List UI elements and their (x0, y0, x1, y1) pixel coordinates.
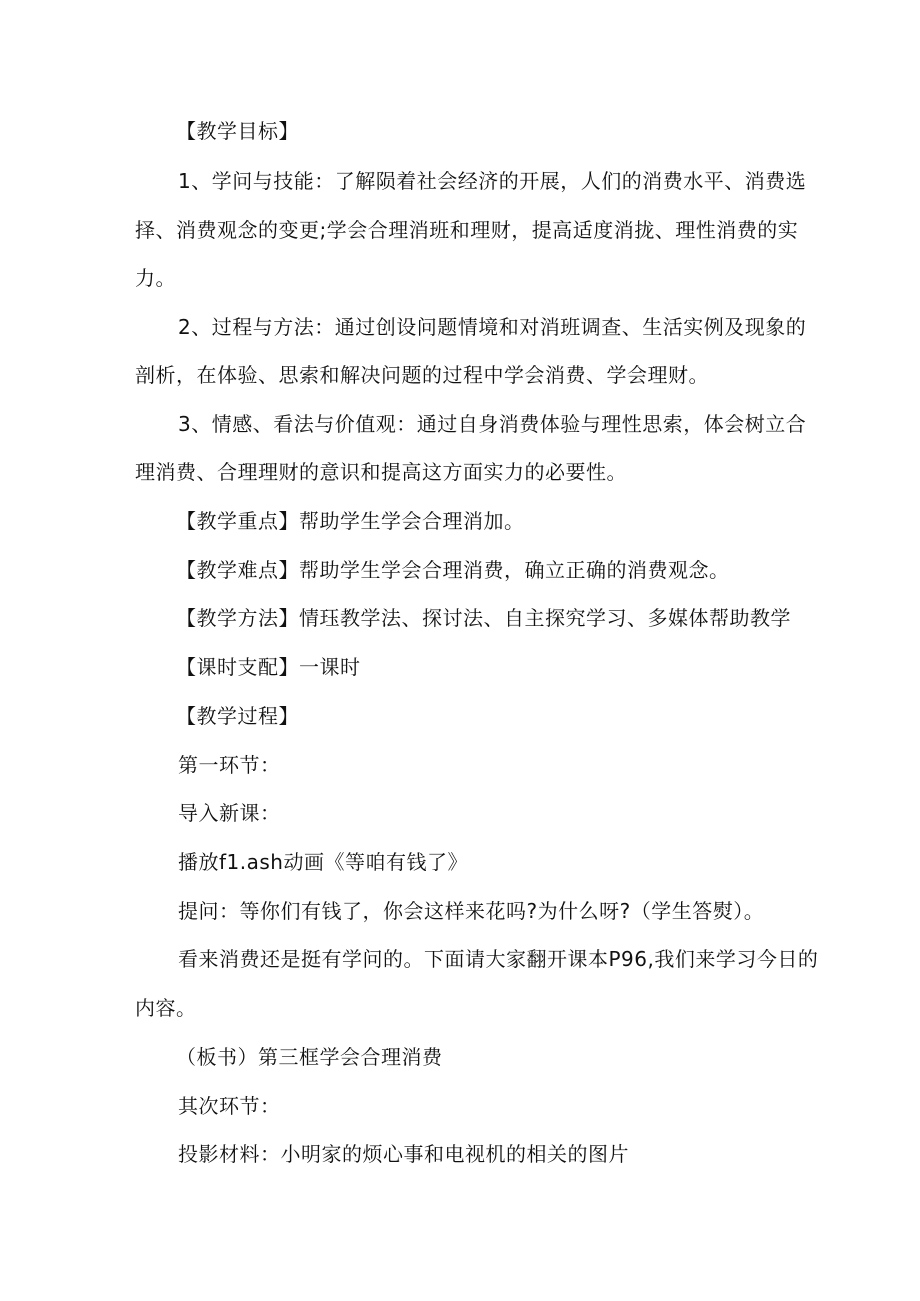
goal2-line2: 剖析，在体验、思索和解决问题的过程中学会消费、学会理财。 (135, 363, 709, 387)
heading-teaching-process: 【教学过程】 (176, 704, 299, 728)
goal1-line1: 1、学问与技能：了解陨着社会经济的开展，人们的消费水平、消费选 (178, 169, 807, 193)
transition-line1: 看来消费还是挺有学问的。下面请大家翻开课本P96,我们来学习今日的 (178, 947, 819, 971)
goal2-line1: 2、过程与方法：通过创设问题情境和对消班调查、生活实例及现象的 (178, 315, 807, 339)
methods: 【教学方法】情珏教学法、探讨法、自主探究学习、多媒体帮助教学 (176, 606, 791, 630)
intro: 导入新课： (178, 801, 281, 825)
schedule: 【课时支配】一课时 (176, 655, 361, 679)
transition-line2: 内容。 (135, 996, 197, 1020)
step2: 其次环节： (178, 1094, 281, 1118)
goal1-line2: 择、消费观念的变更;学会合理消班和理财，提高适度消拢、理性消费的实 (135, 218, 799, 242)
board-writing: （板书）第三框学会合理消费 (176, 1045, 443, 1069)
play-animation: 播放f1.ash动画《等咱有钱了》 (178, 850, 468, 874)
projection-material: 投影材料：小明家的烦心事和电视机的相关的图片 (178, 1142, 629, 1166)
difficulty: 【教学难点】帮助学生学会合理消费，确立正确的消费观念。 (176, 558, 730, 582)
goal1-line3: 力。 (135, 266, 176, 290)
goal3-line1: 3、情感、看法与价值观：通过自身消费体验与理性思索，体会树立合 (178, 412, 807, 436)
key-point: 【教学重点】帮助学生学会合理消加。 (176, 509, 525, 533)
question: 提问：等你们有钱了，你会这样来花吗?为什么呀?（学生答熨）。 (178, 899, 765, 923)
step1: 第一环节： (178, 753, 281, 777)
heading-teaching-goals: 【教学目标】 (176, 119, 299, 143)
goal3-line2: 理消费、合理理财的意识和提高这方面实力的必要性。 (135, 460, 627, 484)
